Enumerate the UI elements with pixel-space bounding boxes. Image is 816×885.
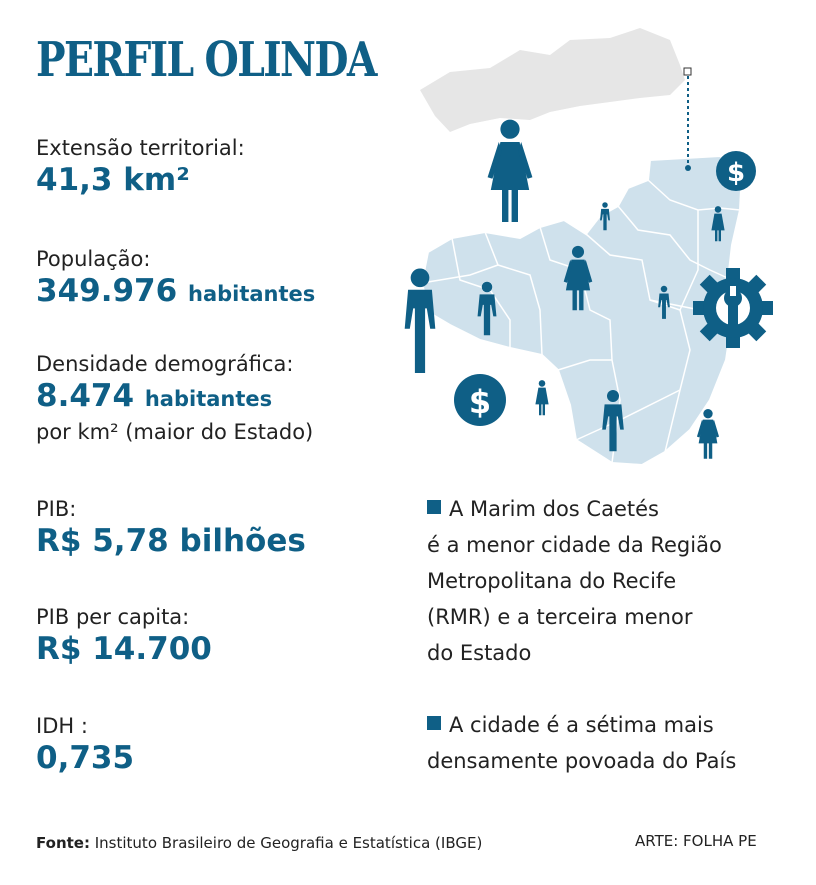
fact-block-1 bbox=[427, 491, 722, 671]
fact-line: do Estado bbox=[427, 641, 532, 665]
stat-label: PIB: bbox=[36, 497, 77, 521]
svg-text:$: $ bbox=[468, 383, 492, 421]
stat-value: 0,735 bbox=[36, 740, 135, 776]
stat-value: 8.474 bbox=[36, 378, 135, 414]
fact-block-2 bbox=[427, 707, 736, 779]
stat-label: Densidade demográfica: bbox=[36, 352, 294, 376]
locator-marker bbox=[684, 68, 691, 75]
stat-value: R$ 14.700 bbox=[36, 631, 212, 667]
stat-gdp-per-capita bbox=[36, 603, 212, 667]
source-prefix: Fonte: bbox=[36, 834, 90, 852]
fact-line: densamente povoada do País bbox=[427, 749, 737, 773]
person-icon bbox=[535, 380, 548, 415]
stat-population bbox=[36, 245, 315, 312]
fact-line bbox=[427, 491, 722, 527]
brazil-outline bbox=[420, 28, 685, 132]
stat-note: por km² (maior do Estado) bbox=[36, 420, 314, 444]
dollar-icon bbox=[716, 151, 756, 191]
dollar-icon bbox=[454, 374, 506, 426]
stat-hdi bbox=[36, 712, 134, 776]
locator-point bbox=[685, 165, 691, 171]
stat-value: 349.976 bbox=[36, 273, 178, 309]
person-icon bbox=[488, 120, 533, 222]
stat-value: 41,3 km² bbox=[36, 162, 190, 198]
stat-label: PIB per capita: bbox=[36, 605, 190, 629]
stat-unit: habitantes bbox=[144, 387, 273, 411]
gear-wrench-icon bbox=[693, 268, 773, 348]
map-illustration bbox=[380, 20, 800, 480]
stat-unit: habitantes bbox=[188, 282, 316, 306]
stat-area bbox=[36, 134, 245, 198]
fact-line: (RMR) e a terceira menor bbox=[427, 605, 693, 629]
stat-label: População: bbox=[36, 247, 151, 271]
art-credit: ARTE: FOLHA PE bbox=[635, 832, 757, 850]
source-text: Instituto Brasileiro de Geografia e Estatística (IBGE) bbox=[94, 834, 483, 852]
square-bullet-icon bbox=[427, 500, 441, 514]
fact-line bbox=[427, 707, 736, 743]
page-title: PERFIL OLINDA bbox=[36, 32, 376, 88]
square-bullet-icon bbox=[427, 716, 441, 730]
stat-label: IDH : bbox=[36, 714, 88, 738]
stat-gdp bbox=[36, 495, 306, 559]
fact-text: A Marim dos Caetés bbox=[449, 497, 659, 521]
stat-value: R$ 5,78 bilhões bbox=[36, 523, 306, 559]
stat-value-row bbox=[36, 378, 313, 417]
person-icon bbox=[697, 409, 719, 459]
fact-text: A cidade é a sétima mais bbox=[449, 713, 714, 737]
svg-text:$: $ bbox=[726, 158, 746, 188]
source-note bbox=[36, 834, 482, 852]
fact-line: é a menor cidade da Região bbox=[427, 533, 722, 557]
stat-value-row bbox=[36, 273, 315, 312]
stat-label: Extensão territorial: bbox=[36, 136, 245, 160]
stat-density bbox=[36, 350, 313, 447]
fact-line: Metropolitana do Recife bbox=[427, 569, 677, 593]
